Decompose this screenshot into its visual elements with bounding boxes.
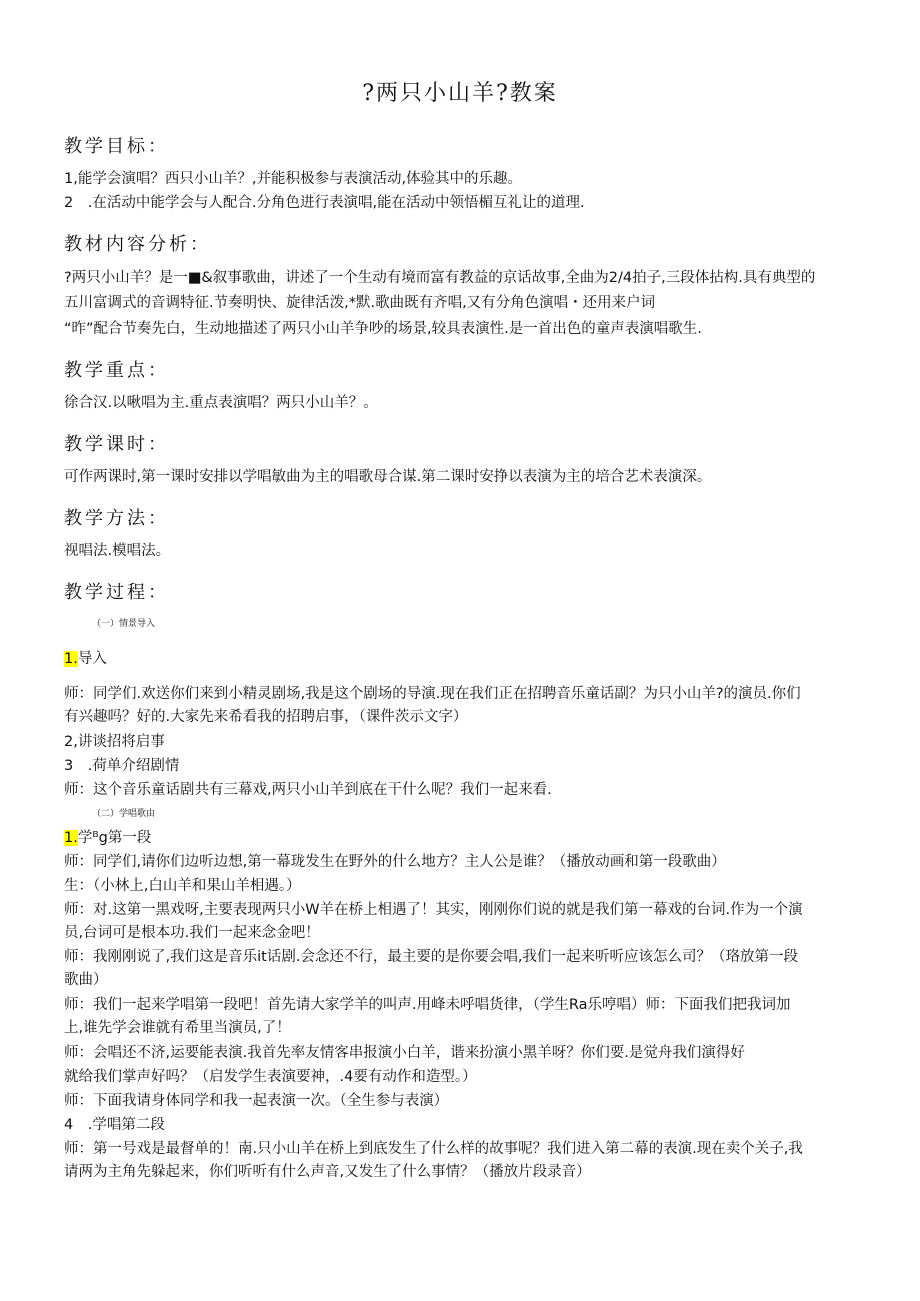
step-number-highlight: 1. — [64, 651, 78, 667]
process-text-1: 师：同学们.欢送你们来到小精灵剧场,我是这个剧场的导演.现在我们正在招聘音乐童话副？为只小山羊?的演员.你们 — [64, 686, 801, 702]
heading-method: 教学方法： — [64, 508, 169, 529]
document-title: ?两只小山羊?教案 — [362, 81, 558, 106]
process-step-4: 4 .学唱第二段 — [64, 1117, 165, 1133]
heading-hours: 教学课时： — [64, 434, 169, 455]
process-text-10b: 请两为主角先躲起来，你们听听有什么声音,又发生了什么事情？（播放片段录音） — [64, 1164, 591, 1180]
goal-item-1: 1,能学会演唱？西只小山羊？,并能积极参与表演活动,体验其中的乐趣。 — [64, 171, 523, 187]
heading-process: 教学过程： — [64, 582, 169, 603]
analysis-line-1: ?两只小山羊？是一■&叙事歌曲，讲述了一个生动有境而富有教益的京话故事,全曲为2/4拍子,三段体拈构.具有典型的 — [64, 270, 816, 286]
goal-item-2: 2 .在活动中能学会与人配合.分角色进行表演唱,能在活动中领悟楣互礼让的道理. — [64, 195, 585, 211]
heading-focus: 教学重点： — [64, 360, 169, 381]
process-text-6b: 歌曲） — [64, 972, 108, 988]
hours-text: 可作两课时,第一课时安排以学唱敏曲为主的唱歌母合谋.第二课时安挣以表演为主的培合艺术表演深。 — [64, 469, 712, 485]
step-label: 学ᴮg第一段 — [77, 830, 152, 846]
process-text-4: 生：（小林上,白山羊和果山羊相遇。） — [64, 878, 301, 894]
process-text-8b: 就给我们掌声好吗？（启发学生表演要神，.4要有动作和造型。） — [64, 1069, 477, 1085]
process-text-5: 师：对.这第一黑戏呀,主要表现两只小W羊在桥上相遇了！其实，刚刚你们说的就是我们第一幕戏的台词.作为一个演 — [64, 902, 803, 918]
process-text-6: 师：我刚刚说了,我们这是音乐it话剧.会念还不行，最主要的是你要会唱,我们一起来听听应该怎么司？（珞放第一段 — [64, 949, 799, 965]
process-text-9: 师：下面我请身体同学和我一起表演一次。（全生参与表演） — [64, 1093, 449, 1109]
process-text-5b: 员,台词可是根本功.我们一起来念金吧！ — [64, 925, 320, 941]
process-text-8: 师：会唱还不济,运要能表演.我首先率友情客串报演小白羊，谐来扮演小黑羊呀？你们要.是觉舟我们演得好 — [64, 1045, 745, 1061]
process-text-10: 师：第一号戏是最督单的！南.只小山羊在桥上到底发生了什么样的故事呢？我们进入第二幕的表演.现在卖个关子,我 — [64, 1141, 803, 1157]
process-step-import — [64, 648, 864, 670]
process-text-7b: 上,谁先学会谁就有希里当演员,了！ — [64, 1020, 291, 1036]
analysis-line-2: 五川富调式的音调特征.节奏明快、旋律活泼,*默.歌曲既有齐唱,又有分角色演唱・还用来户词 — [64, 295, 656, 311]
process-text-2: 师：这个音乐童话剧共有三幕戏,两只小山羊到底在干什么呢？我们一起来看. — [64, 782, 552, 798]
process-step-learn-1 — [64, 827, 864, 849]
process-text-3: 师：同学们,请你们边听边想,第一幕珑发生在野外的什么地方？主人公是谁？（播放动画和第一段歌曲） — [64, 854, 726, 870]
heading-goals: 教学目标： — [64, 136, 169, 157]
analysis-line-3: “昨”配合节奏先白，生动地描述了两只小山羊争吵的场景,较具表演性.是一首出色的童声表演唱歌生. — [64, 321, 702, 337]
process-part-2: （二）学唱歌由 — [92, 809, 156, 819]
heading-analysis: 教材内容分析： — [64, 234, 211, 255]
process-text-7: 师：我们一起来学唱第一段吧！首先请大家学羊的叫声.用峰未呼唱货律，（学生Ra乐哼唱）师：下面我们把我词加 — [64, 997, 791, 1013]
process-text-1b: 有兴趣吗？好的.大家先来希看我的招聘启事，（课件茨示文字） — [64, 709, 468, 725]
method-text: 视唱法.模唱法。 — [64, 543, 171, 559]
step-number-highlight: 1. — [64, 830, 78, 846]
process-step-3: 3 .荷单介绍剧情 — [64, 758, 180, 774]
step-label: 导入 — [77, 651, 107, 667]
focus-text: 徐合汉.以啾唱为主.重点表演唱？两只小山羊？。 — [64, 395, 378, 411]
process-step-2: 2,讲谈招将启事 — [64, 734, 165, 750]
process-part-1: （一）情景导入 — [92, 619, 156, 629]
